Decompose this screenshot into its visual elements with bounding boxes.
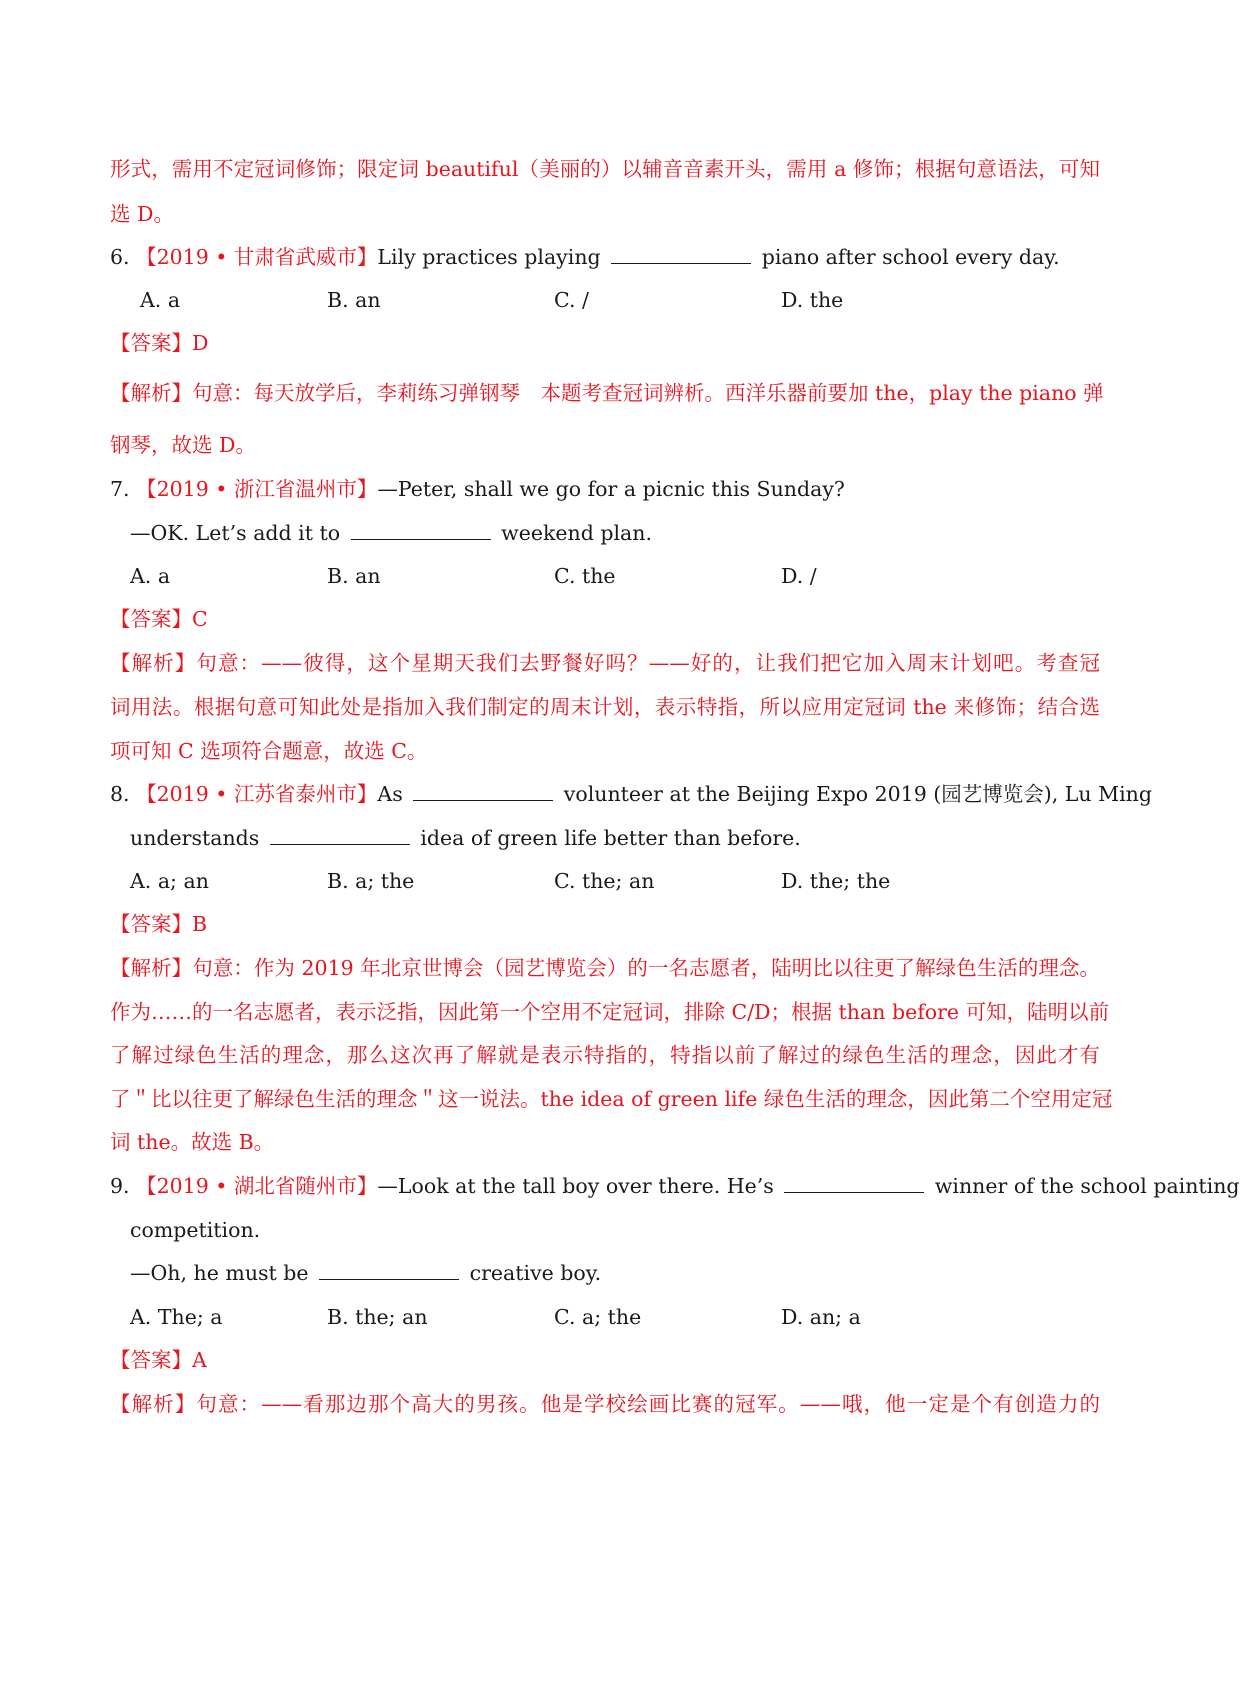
analysis-line: 项可知 C 选项符合题意，故选 C。: [110, 739, 428, 763]
stem-text: winner of the school painting: [934, 1174, 1240, 1198]
analysis-line: 作为……的一名志愿者，表示泛指，因此第一个空用不定冠词，排除 C/D；根据 than before 可知，陆明以前: [110, 1000, 1110, 1024]
analysis-line: 【解析】句意：——看那边那个高大的男孩。他是学校绘画比赛的冠军。——哦，他一定是个有创造力的: [110, 1392, 1100, 1416]
stem-text: —Oh, he must be: [130, 1261, 309, 1285]
answer-line: 【答案】C: [110, 607, 208, 631]
answer-blank: [413, 782, 553, 801]
question-7-stem-line2: [130, 518, 1100, 548]
question-number: 8.: [110, 782, 130, 806]
option-b: B. an: [327, 288, 381, 312]
explanation-line: 选 D。: [110, 202, 174, 226]
option-a: A. a; an: [130, 869, 209, 893]
option-a: A. a: [140, 288, 181, 312]
stem-text: —Look at the tall boy over there. He’s: [377, 1174, 774, 1198]
option-c: C. the; an: [554, 869, 655, 893]
option-a: A. a: [130, 564, 171, 588]
option-c: C. a; the: [554, 1305, 642, 1329]
option-c: C. the: [554, 564, 616, 588]
stem-text: piano after school every day.: [761, 245, 1060, 269]
stem-text: —Peter, shall we go for a picnic this Sunday?: [377, 477, 845, 501]
stem-text: Lily practices playing: [377, 245, 601, 269]
stem-text: creative boy.: [469, 1261, 602, 1285]
explanation-line: 形式，需用不定冠词修饰；限定词 beautiful（美丽的）以辅音音素开头，需用 a 修饰；根据句意语法，可知: [110, 157, 1100, 181]
question-8-stem-line2: [130, 823, 1100, 853]
question-9-stem-line2: competition.: [130, 1218, 261, 1242]
question-6-options: [0, 285, 1200, 315]
analysis-line: 【解析】句意：——彼得，这个星期天我们去野餐好吗？——好的，让我们把它加入周末计划吧。考查冠: [110, 651, 1100, 675]
option-b: B. an: [327, 564, 381, 588]
answer-blank: [270, 826, 410, 845]
answer-blank: [319, 1261, 459, 1280]
question-8-stem: [110, 779, 1152, 809]
question-8-options: [0, 866, 1200, 896]
option-d: D. the; the: [781, 869, 891, 893]
analysis-line: 了＂比以往更了解绿色生活的理念＂这一说法。the idea of green life 绿色生活的理念，因此第二个空用定冠: [110, 1087, 1113, 1111]
question-source: 【2019 • 湖北省随州市】: [136, 1174, 378, 1198]
stem-text: weekend plan.: [501, 521, 652, 545]
question-number: 6.: [110, 245, 130, 269]
stem-text: volunteer at the Beijing Expo 2019 (园艺博览会), Lu Ming: [563, 782, 1152, 806]
question-9-stem: [110, 1171, 1240, 1201]
question-source: 【2019 • 甘肃省武威市】: [136, 245, 378, 269]
answer-blank: [351, 521, 491, 540]
analysis-line: 了解过绿色生活的理念，那么这次再了解就是表示特指的，特指以前了解过的绿色生活的理念，因此才有: [110, 1043, 1100, 1067]
option-d: D. the: [781, 288, 844, 312]
option-d: D. /: [781, 564, 817, 588]
option-c: C. /: [554, 288, 589, 312]
option-a: A. The; a: [130, 1305, 223, 1329]
option-b: B. the; an: [327, 1305, 428, 1329]
analysis-line: 【解析】句意：每天放学后，李莉练习弹钢琴 本题考查冠词辨析。西洋乐器前要加 the，play the piano 弹: [110, 381, 1104, 405]
analysis-line: 词 the。故选 B。: [110, 1130, 275, 1154]
stem-text: idea of green life better than before.: [420, 826, 801, 850]
answer-line: 【答案】B: [110, 912, 208, 936]
question-number: 7.: [110, 477, 130, 501]
stem-text: understands: [130, 826, 260, 850]
answer-line: 【答案】A: [110, 1348, 207, 1372]
analysis-line: 【解析】句意：作为 2019 年北京世博会（园艺博览会）的一名志愿者，陆明比以往更了解绿色生活的理念。: [110, 956, 1100, 980]
question-7-options: [0, 561, 1200, 591]
answer-blank: [611, 245, 751, 264]
question-source: 【2019 • 江苏省泰州市】: [136, 782, 378, 806]
option-d: D. an; a: [781, 1305, 861, 1329]
question-6-stem: [110, 242, 1100, 272]
question-9-options: [0, 1302, 1200, 1332]
question-7-stem: [110, 474, 1100, 504]
question-9-stem-line3: [130, 1258, 1100, 1288]
answer-blank: [784, 1174, 924, 1193]
analysis-line: 钢琴，故选 D。: [110, 433, 256, 457]
question-source: 【2019 • 浙江省温州市】: [136, 477, 378, 501]
question-number: 9.: [110, 1174, 130, 1198]
analysis-line: 词用法。根据句意可知此处是指加入我们制定的周末计划，表示特指，所以应用定冠词 the 来修饰；结合选: [110, 695, 1100, 719]
option-b: B. a; the: [327, 869, 415, 893]
answer-line: 【答案】D: [110, 331, 209, 355]
stem-text: —OK. Let’s add it to: [130, 521, 341, 545]
stem-text: As: [377, 782, 403, 806]
